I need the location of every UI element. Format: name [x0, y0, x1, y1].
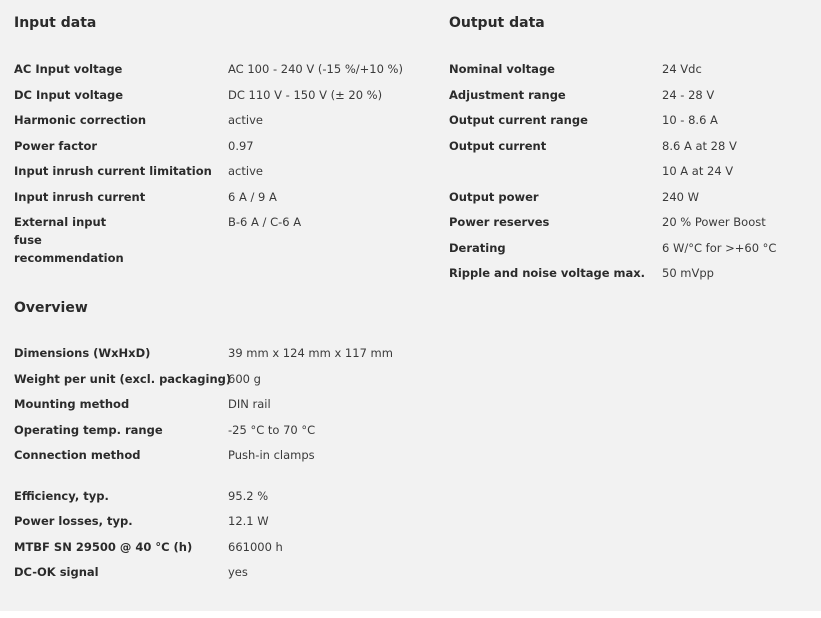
spec-label: Operating temp. range — [14, 423, 163, 437]
spec-value: DC 110 V - 150 V (± 20 %) — [228, 88, 383, 102]
spec-value: 6 A / 9 A — [228, 190, 277, 204]
spec-label: Harmonic correction — [14, 113, 147, 127]
spec-value: 240 W — [662, 190, 699, 204]
spec-label: Dimensions (WxHxD) — [14, 346, 151, 360]
spec-label: MTBF SN 29500 @ 40 °C (h) — [14, 540, 193, 554]
spec-label: Mounting method — [14, 397, 130, 411]
spec-value: 600 g — [228, 372, 261, 386]
spec-label: Adjustment range — [449, 88, 566, 102]
spec-label: AC Input voltage — [14, 62, 123, 76]
spec-label: Input inrush current — [14, 190, 146, 204]
spec-value: AC 100 - 240 V (-15 %/+10 %) — [228, 62, 403, 76]
spec-value: yes — [228, 565, 248, 579]
spec-value: 12.1 W — [228, 514, 269, 528]
spec-label: Ripple and noise voltage max. — [449, 266, 646, 280]
spec-label: Power losses, typ. — [14, 514, 133, 528]
spec-label: Power reserves — [449, 215, 550, 229]
spec-label: Connection method — [14, 448, 141, 462]
spec-value: 39 mm x 124 mm x 117 mm — [228, 346, 393, 360]
spec-value: 24 - 28 V — [662, 88, 715, 102]
spec-label: Weight per unit (excl. packaging) — [14, 372, 232, 386]
spec-value: B-6 A / C-6 A — [228, 215, 302, 229]
spec-value: 95.2 % — [228, 489, 269, 503]
spec-label: External input fuse recommendation — [14, 215, 124, 265]
spec-value: 50 mVpp — [662, 266, 714, 280]
spec-label: Power factor — [14, 139, 98, 153]
overview-section — [14, 300, 414, 585]
input-data-title: Input data — [14, 15, 97, 31]
spec-label: DC-OK signal — [14, 565, 99, 579]
spec-value: 661000 h — [228, 540, 283, 554]
spec-label: Nominal voltage — [449, 62, 555, 76]
spec-label: Derating — [449, 241, 506, 255]
spec-value: Push-in clamps — [228, 448, 315, 462]
spec-label: Output current range — [449, 113, 588, 127]
spec-value: -25 °C to 70 °C — [228, 423, 316, 437]
spec-value: 10 A at 24 V — [662, 164, 734, 178]
spec-label: Input inrush current limitation — [14, 164, 212, 178]
output-data-section — [449, 15, 809, 285]
output-data-title: Output data — [449, 15, 545, 31]
spec-value: 6 W/°C for >+60 °C — [662, 241, 777, 255]
input-data-section — [14, 15, 414, 265]
overview-title: Overview — [14, 300, 88, 316]
spec-label: DC Input voltage — [14, 88, 124, 102]
spec-value: 20 % Power Boost — [662, 215, 766, 229]
spec-value: 8.6 A at 28 V — [662, 139, 737, 153]
spec-value: DIN rail — [228, 397, 271, 411]
spec-value: 24 Vdc — [662, 62, 702, 76]
spec-label: Efficiency, typ. — [14, 489, 109, 503]
spec-value: 10 - 8.6 A — [662, 113, 718, 127]
spec-value: active — [228, 113, 263, 127]
spec-label: Output power — [449, 190, 539, 204]
spec-label: Output current — [449, 139, 547, 153]
spec-value: active — [228, 164, 263, 178]
spec-value: 0.97 — [228, 139, 254, 153]
